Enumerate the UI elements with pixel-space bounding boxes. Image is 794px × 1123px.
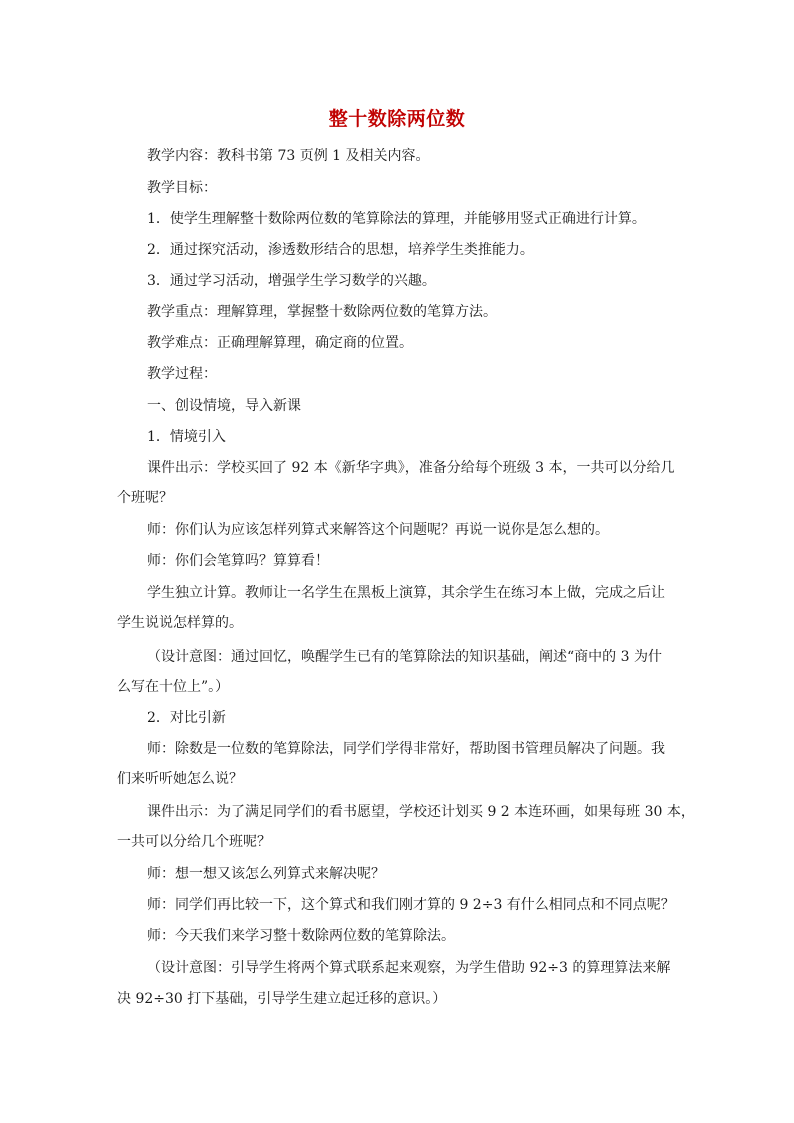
subsection-1-heading: 1．情境引入: [147, 429, 226, 445]
paragraph-line: 师：你们认为应该怎样列算式来解答这个问题呢？再说一说你是怎么想的。: [147, 522, 609, 538]
paragraph-line: 师：想一想又该怎么列算式来解决呢？: [147, 866, 385, 882]
paragraph-line: 个班呢？: [117, 490, 173, 506]
difficulty-line: 教学难点：正确理解算理，确定商的位置。: [147, 335, 413, 351]
design-intent-line: （设计意图：通过回忆，唤醒学生已有的笔算除法的知识基础，阐述“商中的 3 为什: [147, 649, 662, 665]
paragraph-line: 一共可以分给几个班呢？: [117, 834, 271, 850]
subsection-2-heading: 2．对比引新: [147, 710, 226, 726]
design-intent-line: （设计意图：引导学生将两个算式联系起来观察，为学生借助 92÷3 的算理算法来解: [147, 960, 671, 976]
process-heading: 教学过程：: [147, 366, 217, 382]
paragraph-line: 们来听听她怎么说？: [117, 771, 243, 787]
paragraph-line: 师：除数是一位数的笔算除法，同学们学得非常好，帮助图书管理员解决了问题。我: [147, 741, 665, 757]
teaching-goals-heading: 教学目标：: [147, 180, 217, 196]
paragraph-line: 师：今天我们来学习整十数除两位数的笔算除法。: [147, 928, 455, 944]
key-point-line: 教学重点：理解算理，掌握整十数除两位数的笔算方法。: [147, 304, 497, 320]
goal-1-line: 1．使学生理解整十数除两位数的笔算除法的算理，并能够用竖式正确进行计算。: [147, 211, 646, 227]
document-title: 整十数除两位数: [328, 108, 466, 130]
paragraph-line: 课件出示：为了满足同学们的看书愿望，学校还计划买 9 2 本连环画，如果每班 30 本，: [147, 804, 695, 820]
paragraph-line: 师：同学们再比较一下，这个算式和我们刚才算的 9 2÷3 有什么相同点和不同点呢？: [147, 897, 675, 913]
paragraph-line: 课件出示：学校买回了 92 本《新华字典》，准备分给每个班级 3 本，一共可以分给几: [147, 460, 675, 476]
paragraph-line: 学生说说怎样算的。: [117, 615, 243, 631]
design-intent-line: 决 92÷30 打下基础，引导学生建立起迁移的意识。）: [117, 991, 447, 1007]
section-1-heading: 一、创设情境，导入新课: [147, 398, 301, 414]
design-intent-line: 么写在十位上”。）: [117, 679, 230, 695]
goal-2-line: 2．通过探究活动，渗透数形结合的思想，培养学生类推能力。: [147, 242, 534, 258]
teaching-content-line: 教学内容：教科书第 73 页例 1 及相关内容。: [147, 148, 430, 164]
paragraph-line: 师：你们会笔算吗？算算看！: [147, 553, 329, 569]
paragraph-line: 学生独立计算。教师让一名学生在黑板上演算，其余学生在练习本上做，完成之后让: [147, 585, 665, 601]
goal-3-line: 3．通过学习活动，增强学生学习数学的兴趣。: [147, 273, 436, 289]
